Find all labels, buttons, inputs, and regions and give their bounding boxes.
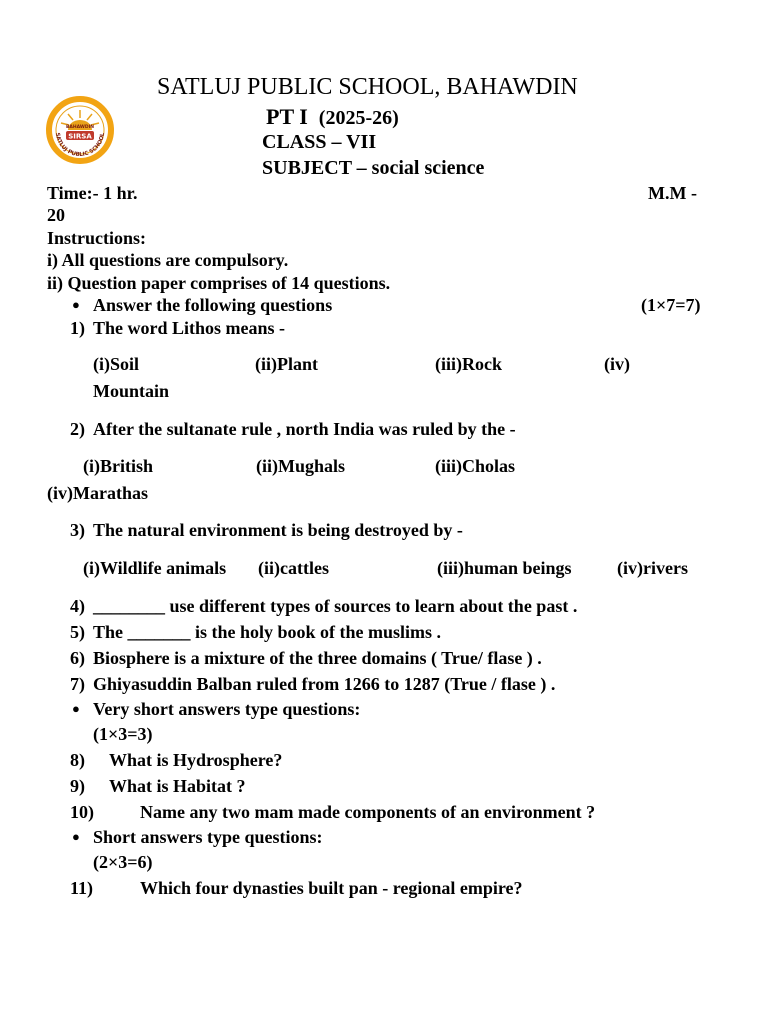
subject-label: SUBJECT – social science bbox=[262, 157, 485, 179]
test-title bbox=[266, 104, 399, 130]
section-a-heading: Answer the following questions bbox=[93, 295, 333, 315]
q4-text: ________ use different types of sources to learn about the past . bbox=[93, 596, 578, 616]
instruction-1: i) All questions are compulsory. bbox=[47, 250, 289, 270]
q2-option-3: (iii)Cholas bbox=[435, 456, 516, 476]
max-marks-label: M.M - bbox=[648, 183, 697, 203]
q3-option-4: (iv)rivers bbox=[617, 558, 688, 578]
q3-text: The natural environment is being destroyed by - bbox=[93, 520, 463, 540]
session: (2025-26) bbox=[318, 107, 399, 129]
q4-number: 4) bbox=[70, 596, 85, 616]
q1-option-3: (iii)Rock bbox=[435, 354, 502, 374]
bullet-icon: ● bbox=[72, 701, 80, 716]
instructions-title: Instructions: bbox=[47, 228, 147, 248]
bullet-icon: ● bbox=[72, 297, 80, 312]
q3-number: 3) bbox=[70, 520, 85, 540]
school-logo bbox=[46, 96, 114, 164]
q8-text: What is Hydrosphere? bbox=[109, 750, 283, 770]
q1-text: The word Lithos means - bbox=[93, 318, 286, 338]
time-label: Time:- 1 hr. bbox=[47, 183, 138, 203]
q11-text: Which four dynasties built pan - regional empire? bbox=[140, 878, 523, 898]
q8-number: 8) bbox=[70, 750, 85, 770]
q1-option-1: (i)Soil bbox=[93, 354, 140, 374]
logo-ring-text: SATLUJ PUBLIC SCHOOL bbox=[53, 132, 107, 159]
q10-number: 10) bbox=[70, 802, 94, 822]
q11-number: 11) bbox=[70, 878, 94, 898]
q5-text: The _______ is the holy book of the muslims . bbox=[93, 622, 442, 642]
q10-text: Name any two mam made components of an environment ? bbox=[140, 802, 596, 822]
school-name: SATLUJ PUBLIC SCHOOL, BAHAWDIN bbox=[157, 74, 578, 100]
section-c-heading: Short answers type questions: bbox=[93, 827, 323, 847]
instruction-2: ii) Question paper comprises of 14 questions. bbox=[47, 273, 391, 293]
q1-number: 1) bbox=[70, 318, 85, 338]
q2-number: 2) bbox=[70, 419, 85, 439]
q9-number: 9) bbox=[70, 776, 85, 796]
bullet-icon: ● bbox=[72, 829, 80, 844]
q2-option-4: (iv)Marathas bbox=[47, 483, 148, 503]
section-c-marks: (2×3=6) bbox=[93, 852, 153, 872]
section-b-heading: Very short answers type questions: bbox=[93, 699, 361, 719]
q2-option-2: (ii)Mughals bbox=[256, 456, 346, 476]
class-label: CLASS – VII bbox=[262, 131, 377, 153]
logo-top-text: BAHAWDIN bbox=[65, 125, 95, 130]
test-name: PT I bbox=[266, 104, 308, 129]
q7-text: Ghiyasuddin Balban ruled from 1266 to 1287 (True / flase ) . bbox=[93, 674, 556, 694]
q1-option-4-text: Mountain bbox=[93, 381, 170, 401]
q3-option-1: (i)Wildlife animals bbox=[83, 558, 227, 578]
q6-text: Biosphere is a mixture of the three domains ( True/ flase ) . bbox=[93, 648, 542, 668]
q5-number: 5) bbox=[70, 622, 85, 642]
section-a-marks: (1×7=7) bbox=[641, 295, 701, 315]
q1-option-4: (iv) bbox=[604, 354, 630, 374]
q3-option-2: (ii)cattles bbox=[258, 558, 329, 578]
logo-center-text: SIRSA bbox=[68, 132, 92, 141]
q3-option-3: (iii)human beings bbox=[437, 558, 572, 578]
section-b-marks: (1×3=3) bbox=[93, 724, 153, 744]
q1-option-2: (ii)Plant bbox=[255, 354, 318, 374]
q2-text: After the sultanate rule , north India was ruled by the - bbox=[93, 419, 516, 439]
q2-option-1: (i)British bbox=[83, 456, 153, 476]
q9-text: What is Habitat ? bbox=[109, 776, 246, 796]
q6-number: 6) bbox=[70, 648, 85, 668]
q7-number: 7) bbox=[70, 674, 85, 694]
max-marks-value: 20 bbox=[47, 205, 65, 225]
